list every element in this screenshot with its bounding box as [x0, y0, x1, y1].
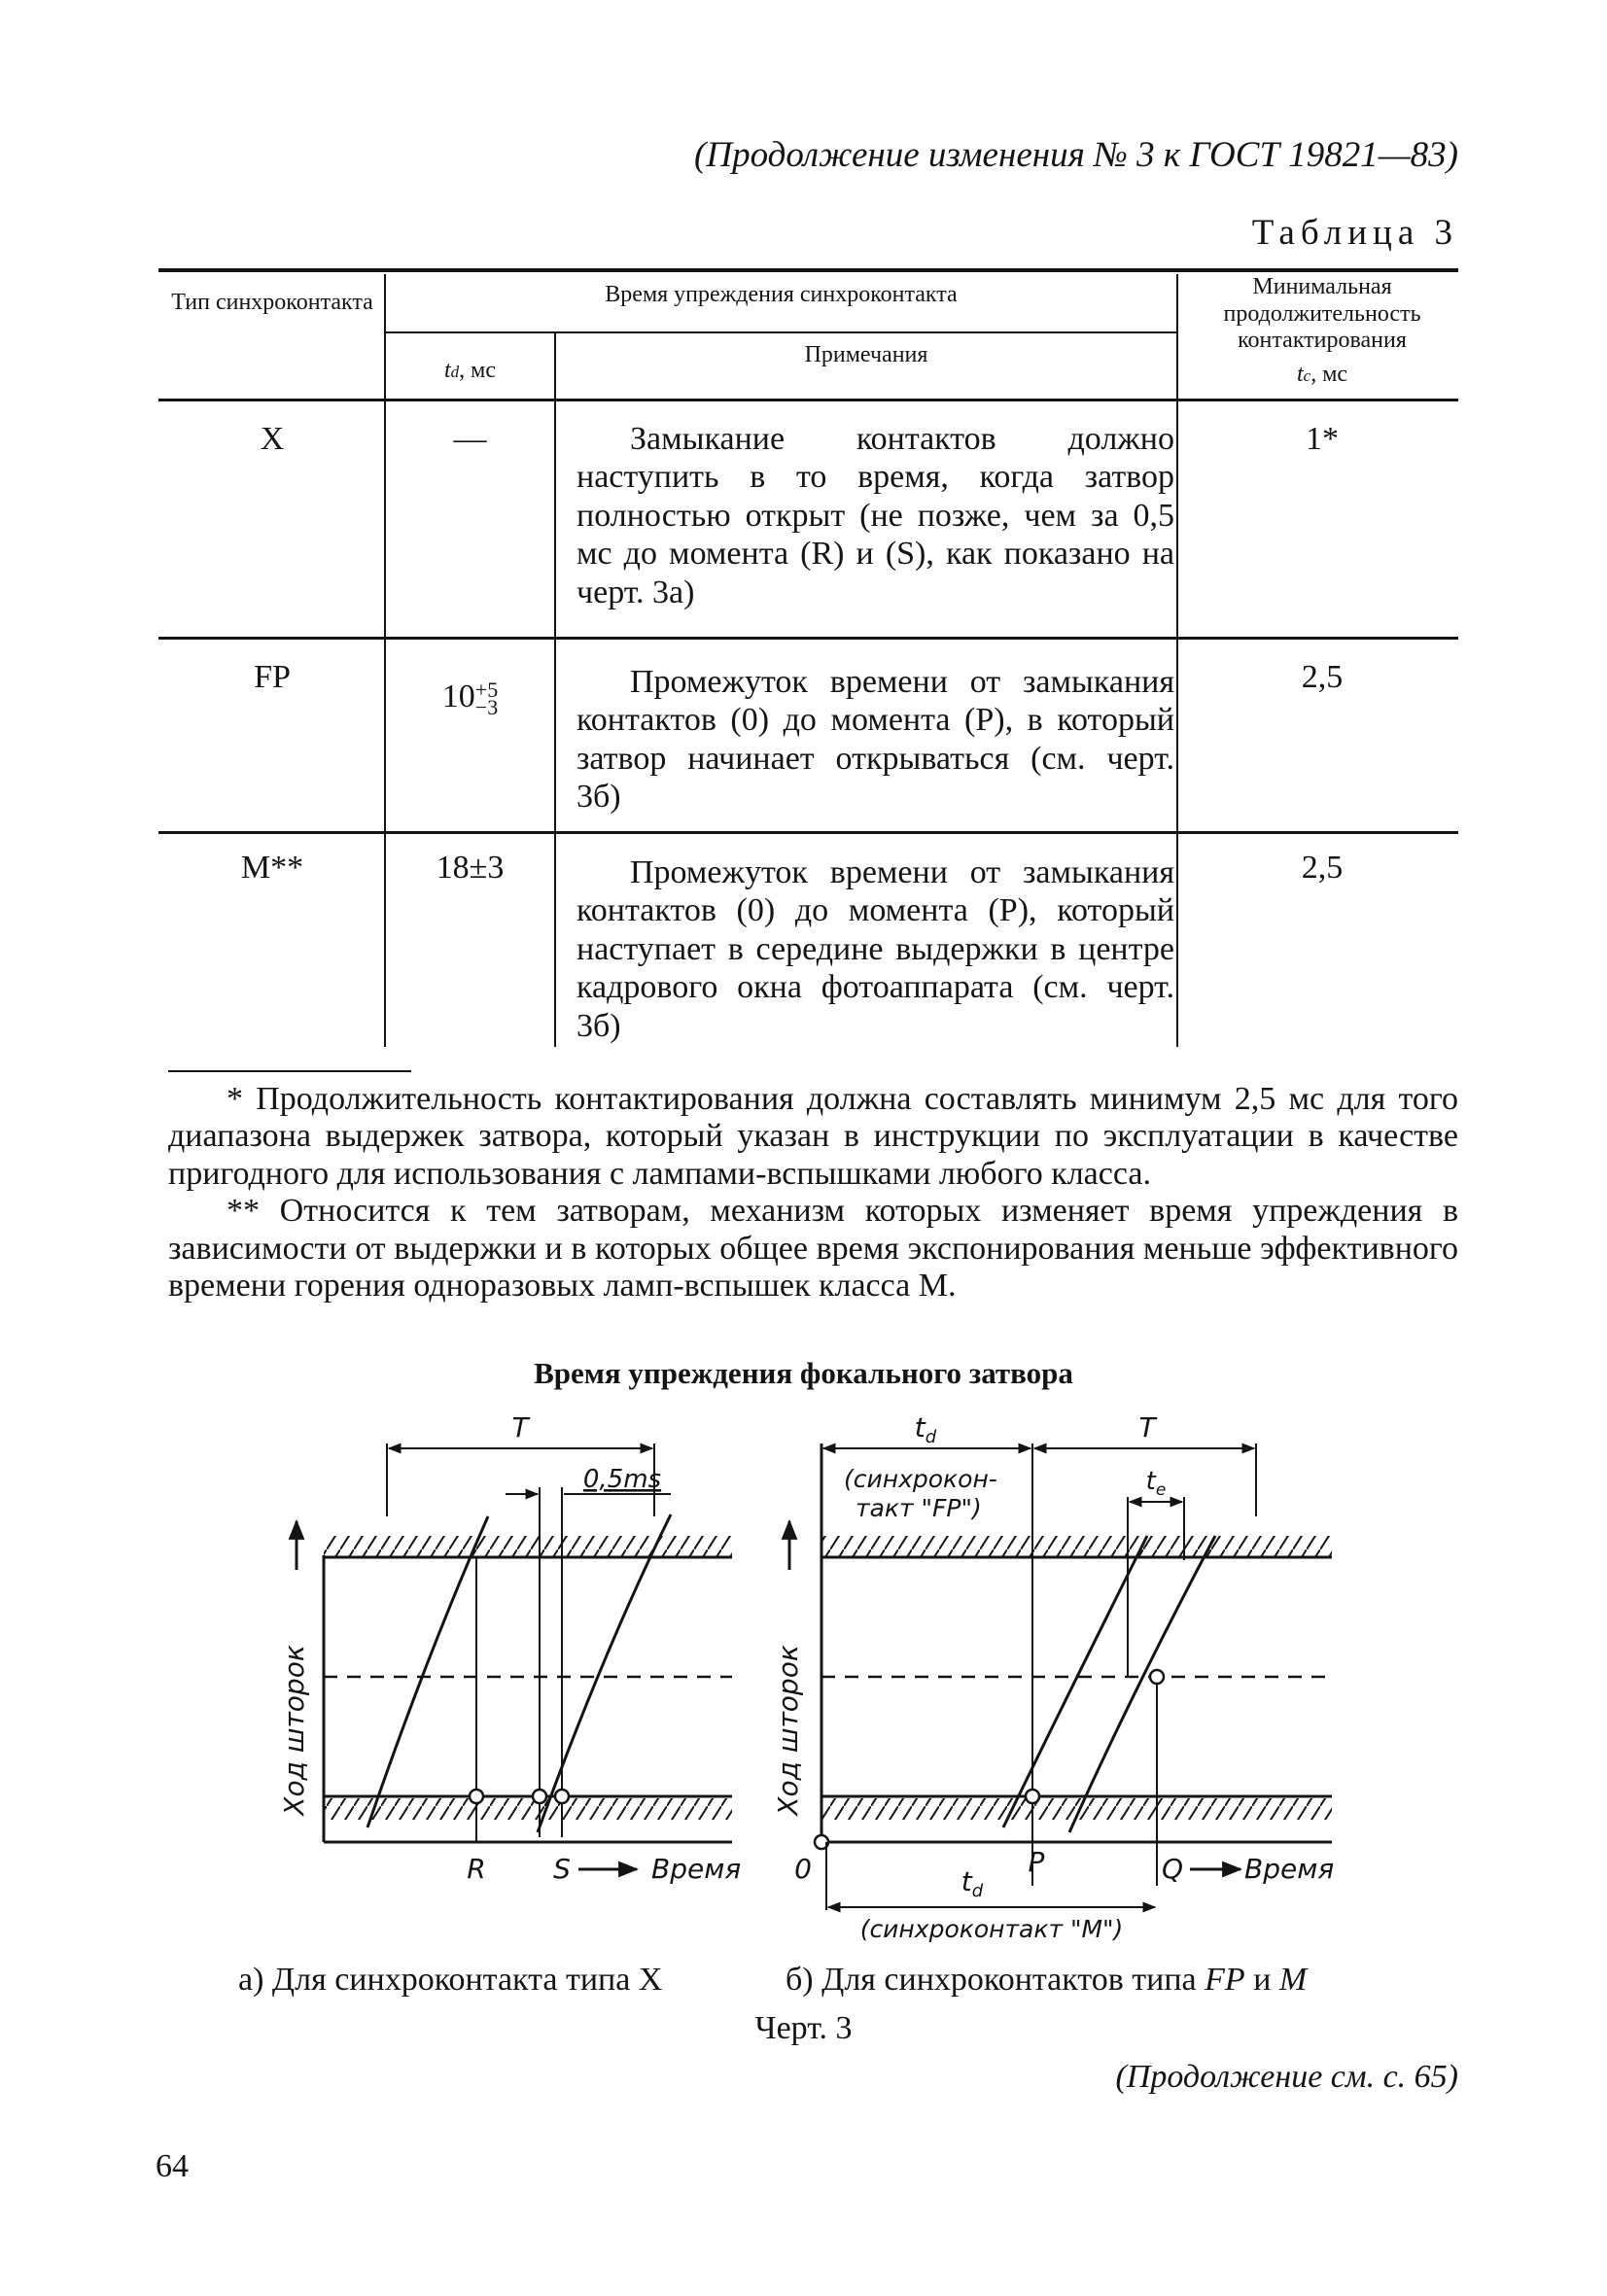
col-header-min: Минимальная продолжительность контактирования — [1223, 274, 1421, 354]
a-ylabel: Ход шторок — [278, 1645, 310, 1816]
caption-b-prefix: б) Для синхроконтактов типа — [786, 1962, 1205, 1998]
col-header-notes: Примечания — [804, 342, 928, 367]
caption-b-and: и — [1244, 1962, 1279, 1998]
row2-td-plus: +5 — [474, 677, 499, 702]
tc-symbol: t — [1296, 362, 1304, 387]
table-col-rule-3 — [1176, 274, 1178, 1047]
figure-title: Время упреждения фокального затвора — [534, 1356, 1073, 1390]
b-top-hatch — [821, 1536, 1332, 1557]
row1-tc: 1* — [1306, 421, 1339, 457]
a-label-S: S — [553, 1853, 571, 1885]
caption-a: а) Для синхроконтакта типа X — [238, 1962, 663, 1998]
table-row-rule-1 — [158, 637, 1458, 640]
table-caption: Таблица 3 — [1251, 213, 1458, 253]
row2-td-tolerance — [474, 677, 499, 720]
table-header-inner-rule — [384, 331, 1176, 333]
caption-b-m: M — [1278, 1962, 1308, 1998]
col-header-group: Время упреждения синхроконтакта — [605, 282, 958, 307]
tc-unit: , мс — [1310, 362, 1348, 387]
row3-type: M** — [240, 850, 304, 886]
td-symbol: t — [443, 358, 451, 383]
a-label-05: 0,5ms — [582, 1465, 662, 1494]
row1-note: Замыкание контактов должно наступить в то время, когда затвор полностью открыт (не позже, чем за 0,5 мс до момента (R) и (S), как показано на черт. 3а) — [576, 421, 1174, 610]
b-label-td-top — [915, 1411, 937, 1447]
b-xlabel: Время — [1244, 1853, 1335, 1885]
a-point-r — [470, 1790, 483, 1803]
shutter-diagrams — [0, 1400, 1607, 1944]
row2-type: FP — [254, 659, 291, 695]
row3-note: Промежуток времени от замыкания контактов (0) до момента (P), который наступает в середине выдержки в центре кадрового окна фотоаппарата (см. черт. 3б) — [576, 854, 1174, 1044]
table-col-rule-1 — [384, 274, 386, 1047]
row2-tc: 2,5 — [1301, 659, 1344, 695]
b-label-te — [1146, 1467, 1167, 1500]
b-td-bottom-subscript: d — [971, 1881, 984, 1901]
a-point-s2 — [555, 1790, 569, 1803]
b-label-Q: Q — [1161, 1853, 1184, 1885]
b-td-top-symbol: t — [914, 1411, 926, 1444]
b-te-symbol: t — [1145, 1467, 1156, 1496]
caption-b-fp: FP — [1205, 1962, 1245, 1998]
a-point-s1 — [533, 1790, 546, 1803]
col-header-type: Тип синхроконтакта — [171, 290, 373, 315]
figure-number: Черт. 3 — [754, 2010, 853, 2046]
page-header: (Продолжение изменения № 3 к ГОСТ 19821—83) — [694, 135, 1458, 175]
b-ylabel: Ход шторок — [772, 1645, 804, 1816]
table-row-rule-2 — [158, 831, 1458, 834]
a-bottom-hatch — [324, 1798, 732, 1820]
page-number: 64 — [156, 2148, 189, 2184]
row2-note: Промежуток времени от замыкания контактов (0) до момента (P), в который затвор начинает открываться (см. черт. 3б) — [576, 664, 1174, 816]
caption-b — [786, 1962, 1307, 1999]
a-label-T: T — [511, 1411, 529, 1444]
row2-td — [386, 677, 554, 720]
b-te-subscript: e — [1155, 1480, 1167, 1500]
diagram-b — [772, 1411, 1334, 1943]
a-xlabel: Время — [651, 1853, 742, 1885]
footnote-1: * Продолжительность контактирования должна составлять минимум 2,5 мс для того диапазона выдержек затвора, который указан в инструкции по эксплуатации в качестве пригодного для использования с лампами-вспышками любого класса. — [168, 1081, 1458, 1192]
a-curtain-2 — [538, 1514, 671, 1832]
a-curtain-1 — [367, 1516, 488, 1827]
b-point-p — [1026, 1790, 1039, 1803]
row2-td-minus: −3 — [474, 695, 499, 720]
b-label-td-bottom — [961, 1865, 984, 1901]
row1-td: — — [453, 421, 487, 457]
table-header-bottom-rule — [158, 399, 1458, 401]
footnotes — [168, 1081, 1458, 1305]
b-label-T: T — [1138, 1411, 1156, 1444]
b-label-sync-fp-2: такт "FP") — [856, 1494, 982, 1522]
b-label-P: P — [1028, 1846, 1045, 1878]
tc-subscript: c — [1303, 366, 1311, 385]
footnote-2: ** Относится к тем затворам, механизм которых изменяет время упреждения в зависимости от выдержки и в которых общее время экспонирования меньше эффективного времени горения одноразовых ламп-вспышек класса М. — [168, 1193, 1458, 1305]
row2-td-base: 10 — [441, 678, 475, 714]
b-curtain-2 — [1069, 1536, 1215, 1832]
row1-type: X — [260, 421, 285, 457]
col-header-tc — [1186, 362, 1458, 389]
b-label-sync-m: (синхроконтакт "М") — [859, 1915, 1124, 1943]
table-col-rule-2 — [554, 333, 556, 1047]
b-label-sync-fp-1: (синхрокон- — [844, 1465, 997, 1493]
b-curtain-1 — [1003, 1536, 1147, 1827]
td-unit: , мс — [459, 358, 496, 383]
b-td-top-subscript: d — [925, 1427, 937, 1447]
b-point-q — [1150, 1670, 1164, 1684]
col-header-td — [386, 358, 554, 385]
row3-tc: 2,5 — [1301, 850, 1344, 886]
td-subscript: d — [450, 363, 460, 381]
footnote-rule — [168, 1070, 411, 1072]
row3-td: 18±3 — [436, 850, 505, 886]
b-label-0: 0 — [794, 1853, 812, 1885]
a-top-hatch — [324, 1536, 732, 1557]
diagram-a — [278, 1411, 741, 1885]
b-td-bottom-symbol: t — [961, 1865, 972, 1897]
table-top-rule — [158, 268, 1458, 272]
continuation-note: (Продолжение см. с. 65) — [1115, 2059, 1458, 2095]
a-label-R: R — [467, 1853, 486, 1885]
